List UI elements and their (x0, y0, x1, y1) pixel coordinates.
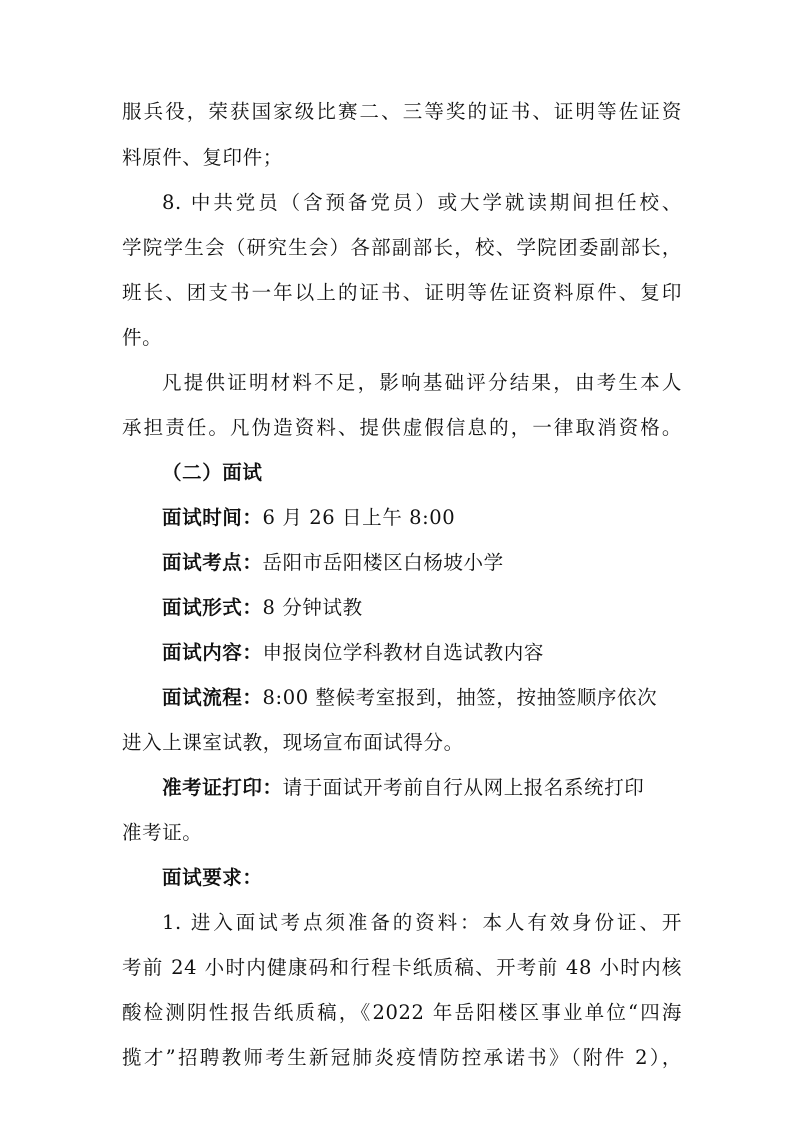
paragraph-line: 服兵役，荣获国家级比赛二、三等奖的证书、证明等佐证资 (122, 100, 682, 123)
field-label: 面试流程： (162, 686, 263, 709)
paragraph-line: 考前 24 小时内健康码和行程卡纸质稿、开考前 48 小时内核 (122, 956, 682, 979)
field-value: 8:00 整候考室报到，抽签，按抽签顺序依次 (262, 686, 658, 709)
paragraph-line: 学院学生会（研究生会）各部副部长，校、学院团委副部长， (122, 236, 682, 259)
paragraph-line: 班长、团支书一年以上的证书、证明等佐证资料原件、复印 (122, 281, 682, 304)
requirements-heading: 面试要求： (162, 866, 263, 889)
field-label: 准考证打印： (162, 776, 283, 799)
paragraph-line: 8. 中共党员（含预备党员）或大学就读期间担任校、 (162, 191, 682, 214)
field-value: 请于面试开考前自行从网上报名系统打印 (282, 776, 645, 799)
paragraph-line: 揽才”招聘教师考生新冠肺炎疫情防控承诺书》（附件 2）， (122, 1046, 682, 1069)
interview-content (162, 639, 544, 666)
paragraph-line: 1. 进入面试考点须准备的资料：本人有效身份证、开 (162, 911, 682, 934)
admission-ticket-print (162, 774, 644, 801)
section-heading: （二）面试 (162, 461, 263, 484)
field-value: 8 分钟试教 (262, 596, 363, 619)
field-value: 申报岗位学科教材自选试教内容 (262, 641, 544, 664)
field-label: 面试时间： (162, 506, 263, 529)
interview-time (162, 504, 455, 531)
field-value: 6 月 26 日上午 8:00 (262, 506, 456, 529)
paragraph-line: 承担责任。凡伪造资料、提供虚假信息的，一律取消资格。 (122, 416, 682, 439)
interview-location (162, 549, 504, 576)
interview-format (162, 594, 363, 621)
field-label: 面试形式： (162, 596, 263, 619)
paragraph-line: 料原件、复印件； (122, 146, 283, 169)
paragraph-line: 件。 (122, 326, 163, 349)
paragraph-line: 酸检测阴性报告纸质稿，《2022 年岳阳楼区事业单位“四海 (122, 1001, 682, 1024)
field-value: 岳阳市岳阳楼区白杨坡小学 (262, 551, 504, 574)
field-label: 面试考点： (162, 551, 263, 574)
field-label: 面试内容： (162, 641, 263, 664)
interview-process (162, 684, 657, 711)
paragraph-line: 进入上课室试教，现场宣布面试得分。 (122, 731, 464, 754)
paragraph-line: 凡提供证明材料不足，影响基础评分结果，由考生本人 (162, 371, 682, 394)
paragraph-line: 准考证。 (122, 821, 203, 844)
